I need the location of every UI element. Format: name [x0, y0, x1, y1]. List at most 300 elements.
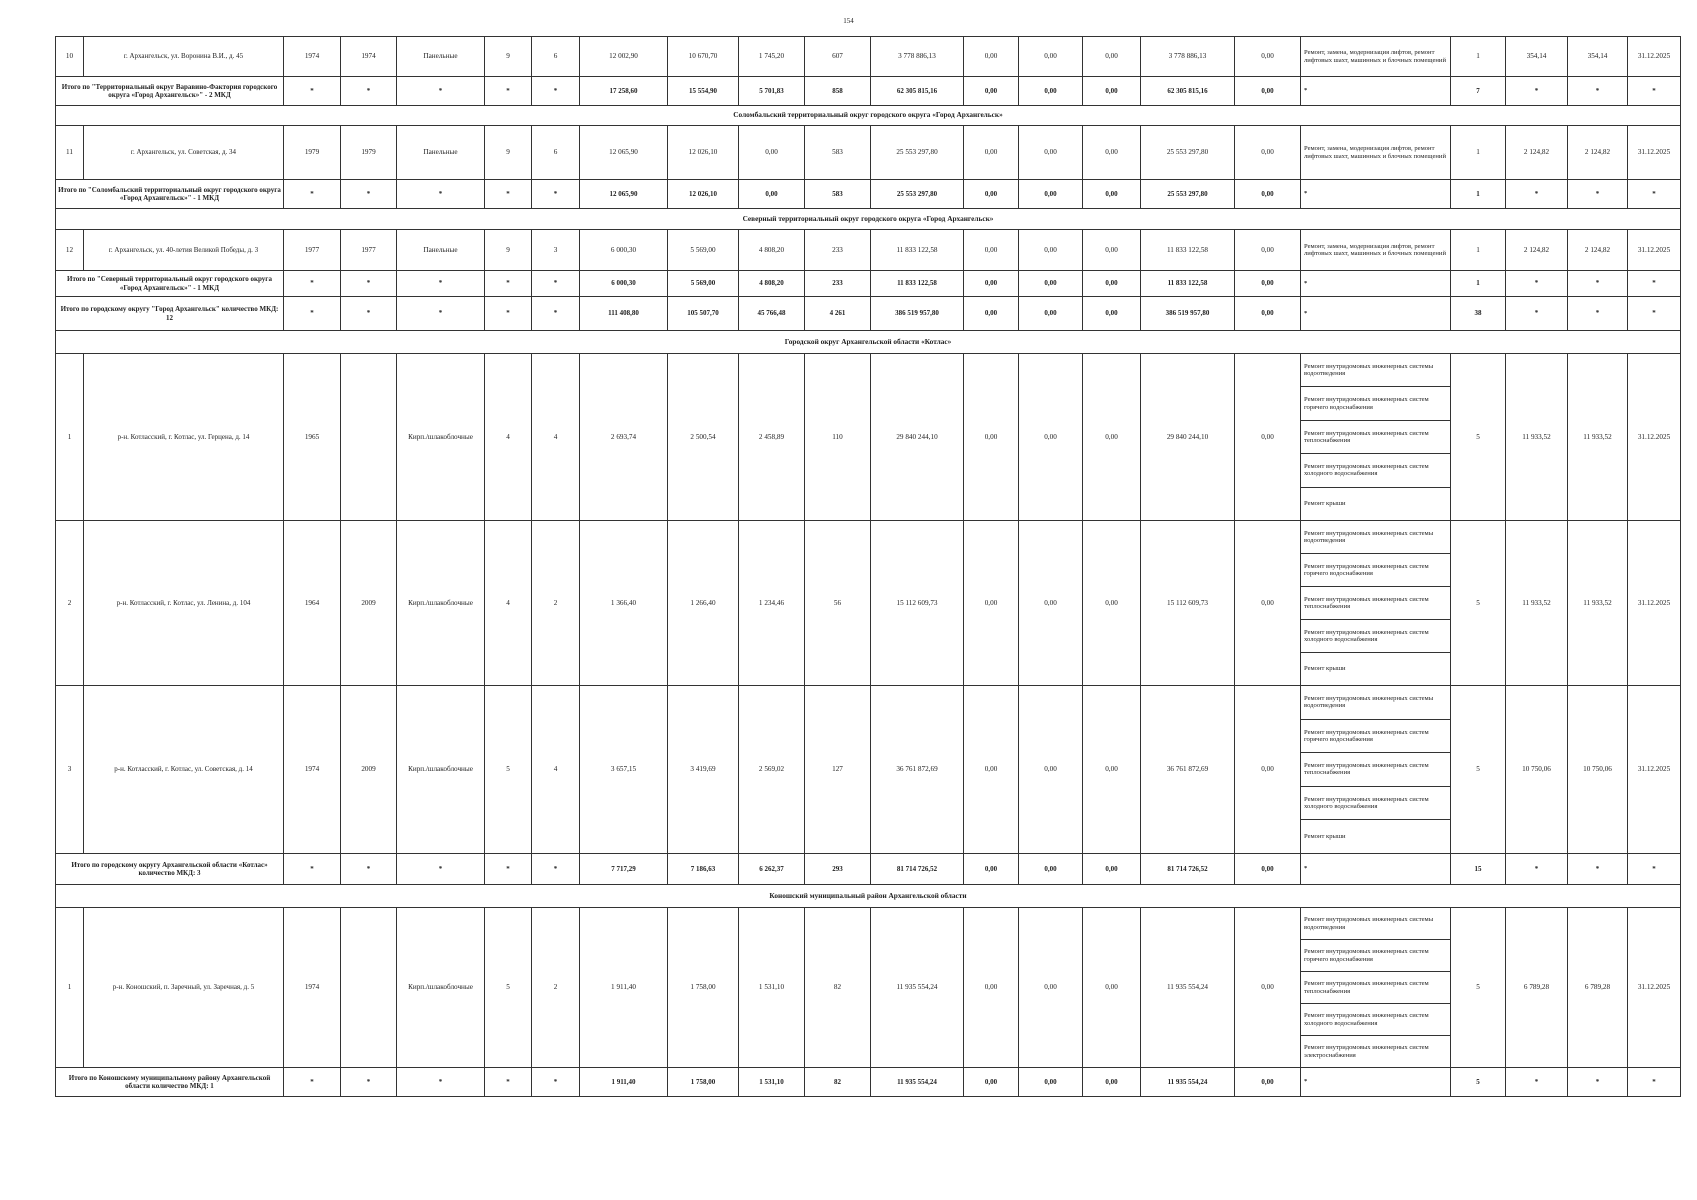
work-item: Ремонт внутридомовых инженерных систем холодного водоснабжения: [1301, 787, 1450, 821]
nonresidential-area-cell: 1 234,46: [739, 521, 805, 686]
completion-date-cell: 31.12.2025: [1628, 354, 1681, 521]
owners-funds-cell: 11 833 122,58: [1141, 271, 1235, 297]
total-area-cell: 2 693,74: [580, 354, 668, 521]
max-unit-cost-cell: *: [1568, 1068, 1628, 1097]
floors-cell: 9: [485, 37, 532, 77]
works-count-cell: 1: [1451, 180, 1506, 209]
nonresidential-area-cell: 0,00: [739, 180, 805, 209]
subtotal-row: [56, 854, 1681, 885]
other-funds-cell: 0,00: [1235, 521, 1301, 686]
fund-cost-cell: 0,00: [964, 297, 1019, 331]
section-header-row: [56, 209, 1681, 230]
table-row: [56, 126, 1681, 180]
total-cost-cell: 25 553 297,80: [871, 180, 964, 209]
floors-cell: *: [485, 297, 532, 331]
owners-funds-cell: 25 553 297,80: [1141, 126, 1235, 180]
floors-cell: 5: [485, 686, 532, 854]
entrances-cell: 4: [532, 686, 580, 854]
year-built-cell: 1977: [284, 230, 341, 271]
works-cell: Ремонт, замена, модернизация лифтов, ремонт лифтовых шахт, машинных и блочных помещений: [1301, 126, 1451, 180]
max-unit-cost-cell: *: [1568, 854, 1628, 885]
year-built-cell: *: [284, 1068, 341, 1097]
floors-cell: 4: [485, 354, 532, 521]
nonresidential-area-cell: 45 766,48: [739, 297, 805, 331]
completion-date-cell: *: [1628, 271, 1681, 297]
residents-cell: 82: [805, 908, 871, 1068]
works-cell: Ремонт, замена, модернизация лифтов, ремонт лифтовых шахт, машинных и блочных помещений: [1301, 230, 1451, 271]
nonresidential-area-cell: 4 808,20: [739, 230, 805, 271]
nonresidential-area-cell: 1 531,10: [739, 1068, 805, 1097]
address-cell: р-н. Котласский, г. Котлас, ул. Ленина, д. 104: [84, 521, 284, 686]
entrances-cell: *: [532, 297, 580, 331]
total-cost-cell: 11 935 554,24: [871, 1068, 964, 1097]
nonresidential-area-cell: 1 745,20: [739, 37, 805, 77]
floors-cell: *: [485, 271, 532, 297]
fund-cost-cell: 0,00: [964, 126, 1019, 180]
year-built-cell: 1964: [284, 521, 341, 686]
owners-funds-cell: 29 840 244,10: [1141, 354, 1235, 521]
year-commissioned-cell: 1979: [341, 126, 397, 180]
other-funds-cell: 0,00: [1235, 686, 1301, 854]
total-cost-cell: 11 833 122,58: [871, 230, 964, 271]
unit-cost-cell: *: [1506, 297, 1568, 331]
regional-budget-cell: 0,00: [1019, 37, 1083, 77]
work-item: Ремонт внутридомовых инженерных систем электроснабжения: [1304, 1044, 1429, 1059]
wall-material-cell: *: [397, 271, 485, 297]
residential-area-cell: 10 670,70: [668, 37, 739, 77]
local-budget-cell: 0,00: [1083, 854, 1141, 885]
works-count-cell: 15: [1451, 854, 1506, 885]
floors-cell: *: [485, 854, 532, 885]
local-budget-cell: 0,00: [1083, 1068, 1141, 1097]
total-cost-cell: 11 833 122,58: [871, 271, 964, 297]
residents-cell: 233: [805, 230, 871, 271]
completion-date-cell: *: [1628, 854, 1681, 885]
subtotal-label: Итого по "Северный территориальный округ городского округа «Город Архангельск»" - 1 МКД: [56, 271, 284, 297]
work-item: Ремонт внутридомовых инженерных системы водоотведения: [1301, 354, 1450, 387]
table-row: [56, 908, 1681, 1068]
fund-cost-cell: 0,00: [964, 908, 1019, 1068]
residents-cell: 82: [805, 1068, 871, 1097]
local-budget-cell: 0,00: [1083, 126, 1141, 180]
works-list-cell: [1301, 908, 1451, 1068]
other-funds-cell: 0,00: [1235, 908, 1301, 1068]
completion-date-cell: 31.12.2025: [1628, 37, 1681, 77]
works-count-cell: 5: [1451, 521, 1506, 686]
total-area-cell: 17 258,60: [580, 77, 668, 106]
works-count-cell: 1: [1451, 37, 1506, 77]
regional-budget-cell: 0,00: [1019, 686, 1083, 854]
year-built-cell: 1974: [284, 37, 341, 77]
max-unit-cost-cell: 354,14: [1568, 37, 1628, 77]
table-row: [56, 37, 1681, 77]
entrances-cell: *: [532, 180, 580, 209]
work-item: Ремонт внутридомовых инженерных систем горячего водоснабжения: [1301, 940, 1450, 972]
regional-budget-cell: 0,00: [1019, 908, 1083, 1068]
total-area-cell: 1 911,40: [580, 908, 668, 1068]
total-cost-cell: 3 778 886,13: [871, 37, 964, 77]
residential-area-cell: 12 026,10: [668, 126, 739, 180]
year-commissioned-cell: *: [341, 271, 397, 297]
subtotal-label: Итого по городскому округу "Город Архангельск" количество МКД: 12: [56, 297, 284, 331]
residential-area-cell: 12 026,10: [668, 180, 739, 209]
address-cell: г. Архангельск, ул. Воронина В.И., д. 45: [84, 37, 284, 77]
completion-date-cell: 31.12.2025: [1628, 521, 1681, 686]
residential-area-cell: 1 266,40: [668, 521, 739, 686]
works-cell: *: [1301, 854, 1451, 885]
subtotal-label: Итого по "Соломбальский территориальный округ городского округа «Город Архангельск»" - 1 МКД: [56, 180, 284, 209]
total-area-cell: 6 000,30: [580, 271, 668, 297]
wall-material-cell: Кирп./шлакоблочные: [397, 354, 485, 521]
unit-cost-cell: 6 789,28: [1506, 908, 1568, 1068]
owners-funds-cell: 15 112 609,73: [1141, 521, 1235, 686]
subtotal-row: [56, 297, 1681, 331]
fund-cost-cell: 0,00: [964, 354, 1019, 521]
entrances-cell: 4: [532, 354, 580, 521]
entrances-cell: 6: [532, 37, 580, 77]
work-item: Ремонт внутридомовых инженерных системы водоотведения: [1301, 521, 1450, 554]
year-built-cell: 1979: [284, 126, 341, 180]
year-commissioned-cell: 2009: [341, 686, 397, 854]
fund-cost-cell: 0,00: [964, 37, 1019, 77]
completion-date-cell: 31.12.2025: [1628, 126, 1681, 180]
section-header-row: [56, 106, 1681, 126]
max-unit-cost-cell: *: [1568, 77, 1628, 106]
wall-material-cell: Кирп./шлакоблочные: [397, 521, 485, 686]
capital-repair-register-table: [55, 36, 1681, 1097]
work-item: Ремонт внутридомовых инженерных систем теплоснабжения: [1301, 421, 1450, 454]
regional-budget-cell: 0,00: [1019, 180, 1083, 209]
subtotal-label: Итого по городскому округу Архангельской области «Котлас» количество МКД: 3: [56, 854, 284, 885]
floors-cell: 5: [485, 908, 532, 1068]
unit-cost-cell: *: [1506, 854, 1568, 885]
fund-cost-cell: 0,00: [964, 854, 1019, 885]
subtotal-row: [56, 77, 1681, 106]
year-commissioned-cell: 1974: [341, 37, 397, 77]
work-item: Ремонт внутридомовых инженерных систем горячего водоснабжения: [1301, 387, 1450, 420]
unit-cost-cell: *: [1506, 77, 1568, 106]
section-header-row: [56, 331, 1681, 354]
work-item: Ремонт внутридомовых инженерных системы водоотведения: [1301, 686, 1450, 720]
work-item: Ремонт внутридомовых инженерных систем холодного водоснабжения: [1301, 620, 1450, 653]
fund-cost-cell: 0,00: [964, 686, 1019, 854]
works-count-cell: 5: [1451, 1068, 1506, 1097]
other-funds-cell: 0,00: [1235, 297, 1301, 331]
local-budget-cell: 0,00: [1083, 297, 1141, 331]
other-funds-cell: 0,00: [1235, 354, 1301, 521]
wall-material-cell: *: [397, 297, 485, 331]
unit-cost-cell: 11 933,52: [1506, 354, 1568, 521]
total-cost-cell: 81 714 726,52: [871, 854, 964, 885]
max-unit-cost-cell: 2 124,82: [1568, 230, 1628, 271]
floors-cell: 4: [485, 521, 532, 686]
works-count-cell: 5: [1451, 686, 1506, 854]
other-funds-cell: 0,00: [1235, 77, 1301, 106]
entrances-cell: 2: [532, 908, 580, 1068]
year-commissioned-cell: *: [341, 1068, 397, 1097]
total-cost-cell: 11 935 554,24: [871, 908, 964, 1068]
owners-funds-cell: 36 761 872,69: [1141, 686, 1235, 854]
works-count-cell: 1: [1451, 230, 1506, 271]
row-number-cell: 2: [56, 521, 84, 686]
wall-material-cell: *: [397, 77, 485, 106]
table-row: [56, 521, 1681, 686]
total-cost-cell: 25 553 297,80: [871, 126, 964, 180]
floors-cell: 9: [485, 126, 532, 180]
local-budget-cell: 0,00: [1083, 686, 1141, 854]
residential-area-cell: 3 419,69: [668, 686, 739, 854]
total-cost-cell: 15 112 609,73: [871, 521, 964, 686]
local-budget-cell: 0,00: [1083, 180, 1141, 209]
residential-area-cell: 15 554,90: [668, 77, 739, 106]
residential-area-cell: 1 758,00: [668, 1068, 739, 1097]
work-item: Ремонт крыши: [1304, 665, 1346, 673]
other-funds-cell: 0,00: [1235, 230, 1301, 271]
max-unit-cost-cell: *: [1568, 297, 1628, 331]
works-count-cell: 5: [1451, 908, 1506, 1068]
year-built-cell: 1965: [284, 354, 341, 521]
year-built-cell: *: [284, 271, 341, 297]
entrances-cell: *: [532, 77, 580, 106]
year-built-cell: 1974: [284, 908, 341, 1068]
entrances-cell: 6: [532, 126, 580, 180]
local-budget-cell: 0,00: [1083, 271, 1141, 297]
address-cell: г. Архангельск, ул. Советская, д. 34: [84, 126, 284, 180]
works-cell: Ремонт, замена, модернизация лифтов, ремонт лифтовых шахт, машинных и блочных помещений: [1301, 37, 1451, 77]
max-unit-cost-cell: 11 933,52: [1568, 521, 1628, 686]
year-commissioned-cell: *: [341, 297, 397, 331]
nonresidential-area-cell: 4 808,20: [739, 271, 805, 297]
subtotal-label: Итого по "Территориальный округ Варавино-Фактория городского округа «Город Архангельск»" - 2 МКД: [56, 77, 284, 106]
address-cell: р-н. Коношский, п. Заречный, ул. Заречная, д. 5: [84, 908, 284, 1068]
works-list-cell: [1301, 521, 1451, 686]
nonresidential-area-cell: 2 569,02: [739, 686, 805, 854]
residents-cell: 583: [805, 180, 871, 209]
unit-cost-cell: 354,14: [1506, 37, 1568, 77]
owners-funds-cell: 62 305 815,16: [1141, 77, 1235, 106]
regional-budget-cell: 0,00: [1019, 271, 1083, 297]
works-count-cell: 7: [1451, 77, 1506, 106]
section-title: Коношский муниципальный район Архангельской области: [56, 885, 1681, 908]
unit-cost-cell: 2 124,82: [1506, 230, 1568, 271]
entrances-cell: 3: [532, 230, 580, 271]
completion-date-cell: 31.12.2025: [1628, 230, 1681, 271]
residential-area-cell: 5 569,00: [668, 230, 739, 271]
local-budget-cell: 0,00: [1083, 908, 1141, 1068]
total-cost-cell: 386 519 957,80: [871, 297, 964, 331]
subtotal-row: [56, 271, 1681, 297]
residential-area-cell: 7 186,63: [668, 854, 739, 885]
regional-budget-cell: 0,00: [1019, 77, 1083, 106]
owners-funds-cell: 11 833 122,58: [1141, 230, 1235, 271]
owners-funds-cell: 11 935 554,24: [1141, 1068, 1235, 1097]
works-list-cell: [1301, 686, 1451, 854]
unit-cost-cell: *: [1506, 271, 1568, 297]
fund-cost-cell: 0,00: [964, 230, 1019, 271]
floors-cell: *: [485, 1068, 532, 1097]
work-item: Ремонт внутридомовых инженерных систем холодного водоснабжения: [1301, 454, 1450, 487]
residents-cell: 110: [805, 354, 871, 521]
year-built-cell: *: [284, 77, 341, 106]
max-unit-cost-cell: 11 933,52: [1568, 354, 1628, 521]
completion-date-cell: *: [1628, 297, 1681, 331]
fund-cost-cell: 0,00: [964, 77, 1019, 106]
total-cost-cell: 36 761 872,69: [871, 686, 964, 854]
year-commissioned-cell: *: [341, 854, 397, 885]
completion-date-cell: *: [1628, 1068, 1681, 1097]
residential-area-cell: 105 507,70: [668, 297, 739, 331]
works-cell: *: [1301, 297, 1451, 331]
work-item: Ремонт внутридомовых инженерных систем теплоснабжения: [1301, 753, 1450, 787]
residents-cell: 4 261: [805, 297, 871, 331]
other-funds-cell: 0,00: [1235, 180, 1301, 209]
works-count-cell: 5: [1451, 354, 1506, 521]
row-number-cell: 1: [56, 354, 84, 521]
regional-budget-cell: 0,00: [1019, 854, 1083, 885]
fund-cost-cell: 0,00: [964, 1068, 1019, 1097]
address-cell: р-н. Котласский, г. Котлас, ул. Советская, д. 14: [84, 686, 284, 854]
total-area-cell: 1 366,40: [580, 521, 668, 686]
work-item: Ремонт внутридомовых инженерных системы водоотведения: [1301, 908, 1450, 940]
other-funds-cell: 0,00: [1235, 271, 1301, 297]
residential-area-cell: 1 758,00: [668, 908, 739, 1068]
address-cell: г. Архангельск, ул. 40-летия Великой Победы, д. 3: [84, 230, 284, 271]
nonresidential-area-cell: 0,00: [739, 126, 805, 180]
owners-funds-cell: 11 935 554,24: [1141, 908, 1235, 1068]
residents-cell: 293: [805, 854, 871, 885]
completion-date-cell: *: [1628, 77, 1681, 106]
completion-date-cell: 31.12.2025: [1628, 908, 1681, 1068]
works-cell: *: [1301, 1068, 1451, 1097]
year-built-cell: *: [284, 854, 341, 885]
other-funds-cell: 0,00: [1235, 1068, 1301, 1097]
fund-cost-cell: 0,00: [964, 180, 1019, 209]
owners-funds-cell: 25 553 297,80: [1141, 180, 1235, 209]
residents-cell: 127: [805, 686, 871, 854]
row-number-cell: 3: [56, 686, 84, 854]
residents-cell: 607: [805, 37, 871, 77]
year-built-cell: *: [284, 180, 341, 209]
total-area-cell: 12 002,90: [580, 37, 668, 77]
total-area-cell: 7 717,29: [580, 854, 668, 885]
entrances-cell: *: [532, 1068, 580, 1097]
entrances-cell: 2: [532, 521, 580, 686]
year-built-cell: 1974: [284, 686, 341, 854]
regional-budget-cell: 0,00: [1019, 126, 1083, 180]
year-commissioned-cell: 1977: [341, 230, 397, 271]
wall-material-cell: Панельные: [397, 126, 485, 180]
unit-cost-cell: 2 124,82: [1506, 126, 1568, 180]
total-area-cell: 6 000,30: [580, 230, 668, 271]
year-built-cell: *: [284, 297, 341, 331]
total-area-cell: 1 911,40: [580, 1068, 668, 1097]
subtotal-label: Итого по Коношскому муниципальному району Архангельской области количество МКД: 1: [56, 1068, 284, 1097]
residents-cell: 233: [805, 271, 871, 297]
work-item: Ремонт внутридомовых инженерных систем холодного водоснабжения: [1301, 1004, 1450, 1036]
subtotal-row: [56, 180, 1681, 209]
fund-cost-cell: 0,00: [964, 271, 1019, 297]
nonresidential-area-cell: 6 262,37: [739, 854, 805, 885]
regional-budget-cell: 0,00: [1019, 354, 1083, 521]
residential-area-cell: 2 500,54: [668, 354, 739, 521]
regional-budget-cell: 0,00: [1019, 521, 1083, 686]
work-item: Ремонт крыши: [1304, 832, 1346, 840]
wall-material-cell: *: [397, 854, 485, 885]
wall-material-cell: *: [397, 1068, 485, 1097]
unit-cost-cell: *: [1506, 1068, 1568, 1097]
wall-material-cell: Кирп./шлакоблочные: [397, 686, 485, 854]
max-unit-cost-cell: *: [1568, 271, 1628, 297]
year-commissioned-cell: *: [341, 180, 397, 209]
unit-cost-cell: 10 750,06: [1506, 686, 1568, 854]
max-unit-cost-cell: 10 750,06: [1568, 686, 1628, 854]
table-row: [56, 686, 1681, 854]
work-item: Ремонт внутридомовых инженерных систем теплоснабжения: [1301, 972, 1450, 1004]
wall-material-cell: *: [397, 180, 485, 209]
regional-budget-cell: 0,00: [1019, 230, 1083, 271]
regional-budget-cell: 0,00: [1019, 1068, 1083, 1097]
work-item: Ремонт внутридомовых инженерных систем теплоснабжения: [1301, 587, 1450, 620]
completion-date-cell: 31.12.2025: [1628, 686, 1681, 854]
works-cell: *: [1301, 77, 1451, 106]
nonresidential-area-cell: 1 531,10: [739, 908, 805, 1068]
wall-material-cell: Кирп./шлакоблочные: [397, 908, 485, 1068]
residential-area-cell: 5 569,00: [668, 271, 739, 297]
table-row: [56, 230, 1681, 271]
local-budget-cell: 0,00: [1083, 77, 1141, 106]
total-area-cell: 12 065,90: [580, 180, 668, 209]
unit-cost-cell: *: [1506, 180, 1568, 209]
row-number-cell: 10: [56, 37, 84, 77]
work-item: Ремонт крыши: [1304, 500, 1346, 508]
subtotal-row: [56, 1068, 1681, 1097]
other-funds-cell: 0,00: [1235, 854, 1301, 885]
year-commissioned-cell: 2009: [341, 521, 397, 686]
works-cell: *: [1301, 180, 1451, 209]
year-commissioned-cell: [341, 908, 397, 1068]
local-budget-cell: 0,00: [1083, 521, 1141, 686]
year-commissioned-cell: *: [341, 77, 397, 106]
residents-cell: 583: [805, 126, 871, 180]
section-title: Соломбальский территориальный округ городского округа «Город Архангельск»: [56, 106, 1681, 126]
floors-cell: *: [485, 77, 532, 106]
owners-funds-cell: 3 778 886,13: [1141, 37, 1235, 77]
residents-cell: 858: [805, 77, 871, 106]
address-cell: р-н. Котласский, г. Котлас, ул. Герцена, д. 14: [84, 354, 284, 521]
floors-cell: 9: [485, 230, 532, 271]
owners-funds-cell: 386 519 957,80: [1141, 297, 1235, 331]
nonresidential-area-cell: 5 701,83: [739, 77, 805, 106]
total-area-cell: 3 657,15: [580, 686, 668, 854]
row-number-cell: 12: [56, 230, 84, 271]
work-item: Ремонт внутридомовых инженерных систем горячего водоснабжения: [1301, 720, 1450, 754]
local-budget-cell: 0,00: [1083, 37, 1141, 77]
works-count-cell: 1: [1451, 271, 1506, 297]
section-header-row: [56, 885, 1681, 908]
total-area-cell: 111 408,80: [580, 297, 668, 331]
unit-cost-cell: 11 933,52: [1506, 521, 1568, 686]
wall-material-cell: Панельные: [397, 37, 485, 77]
section-title: Северный территориальный округ городского округа «Город Архангельск»: [56, 209, 1681, 230]
works-list-cell: [1301, 354, 1451, 521]
row-number-cell: 1: [56, 908, 84, 1068]
other-funds-cell: 0,00: [1235, 37, 1301, 77]
total-cost-cell: 29 840 244,10: [871, 354, 964, 521]
max-unit-cost-cell: 6 789,28: [1568, 908, 1628, 1068]
max-unit-cost-cell: *: [1568, 180, 1628, 209]
regional-budget-cell: 0,00: [1019, 297, 1083, 331]
year-commissioned-cell: [341, 354, 397, 521]
